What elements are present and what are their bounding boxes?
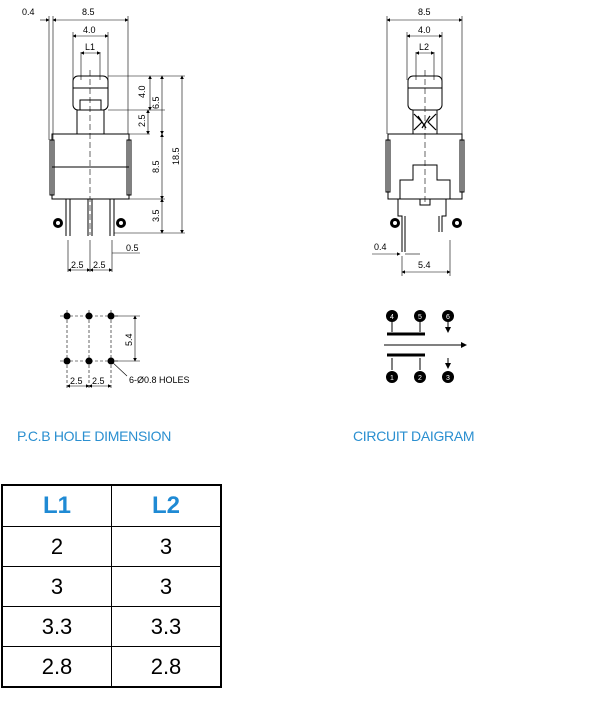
dim-2-5-pcb-b: 2.5 — [92, 376, 105, 386]
side-view-right — [372, 16, 464, 276]
circuit-pin-5 — [414, 310, 426, 322]
circuit-pin-6 — [442, 310, 454, 322]
dim-l1-label: L1 — [85, 42, 96, 52]
dim-5-4-pcb: 5.4 — [124, 333, 134, 346]
dim-0-4-right: 0.4 — [374, 242, 387, 252]
svg-text:3: 3 — [446, 375, 450, 382]
side-view-left — [40, 16, 185, 272]
dim-4-0-right: 4.0 — [418, 25, 431, 35]
svg-text:4: 4 — [390, 314, 394, 321]
dim-l2-label: L2 — [419, 42, 430, 52]
dim-3-5-vertical: 3.5 — [151, 209, 161, 222]
table-cell: 2.8 — [112, 647, 222, 688]
circuit-pin-3 — [442, 371, 454, 383]
pin-marker-left-2 — [116, 218, 126, 228]
table-cell: 2 — [2, 527, 112, 567]
table-row — [2, 607, 221, 647]
dim-8-5-right: 8.5 — [418, 7, 431, 17]
circuit-diagram — [384, 322, 466, 370]
pcb-caption: P.C.B HOLE DIMENSION — [17, 428, 172, 444]
dim-0-4-left: 0.4 — [22, 7, 35, 17]
svg-text:5: 5 — [418, 314, 422, 321]
circuit-caption: CIRCUIT DAIGRAM — [353, 428, 475, 444]
circuit-pin-1 — [386, 371, 398, 383]
table-header-l2: L2 — [112, 485, 222, 527]
dim-2-5-vertical: 2.5 — [137, 114, 147, 127]
dim-2-5-pitch-b: 2.5 — [93, 260, 106, 270]
table-header-row — [2, 485, 221, 527]
table-cell: 2.8 — [2, 647, 112, 688]
table-row — [2, 567, 221, 607]
svg-text:1: 1 — [390, 375, 394, 382]
dim-2-5-pcb-a: 2.5 — [70, 376, 83, 386]
svg-text:6: 6 — [446, 314, 450, 321]
dim-0-5-left: 0.5 — [126, 243, 139, 253]
dim-4-0-left: 4.0 — [83, 25, 96, 35]
dim-8-5-vertical: 8.5 — [151, 160, 161, 173]
table-row — [2, 527, 221, 567]
dimension-table — [1, 484, 222, 688]
pin-marker-right-2 — [452, 218, 462, 228]
dim-8-5-left: 8.5 — [82, 7, 95, 17]
table-header-l1: L1 — [2, 485, 112, 527]
table-row — [2, 647, 221, 688]
table-cell: 3.3 — [112, 607, 222, 647]
dim-2-5-pitch-a: 2.5 — [71, 260, 84, 270]
pin-marker-right-1 — [390, 218, 400, 228]
table-cell: 3 — [112, 527, 222, 567]
circuit-pin-2 — [414, 371, 426, 383]
dim-4-0-vertical: 4.0 — [137, 85, 147, 98]
svg-text:2: 2 — [418, 375, 422, 382]
dim-18-5-vertical: 18.5 — [171, 147, 181, 165]
table-cell: 3.3 — [2, 607, 112, 647]
pcb-holes-note: 6-Ø0.8 HOLES — [129, 375, 190, 385]
table-cell: 3 — [112, 567, 222, 607]
circuit-pin-4 — [386, 310, 398, 322]
dim-6-5-vertical: 6.5 — [151, 96, 161, 109]
pin-marker-left-1 — [53, 218, 63, 228]
table-cell: 3 — [2, 567, 112, 607]
dim-5-4-right: 5.4 — [418, 260, 431, 270]
